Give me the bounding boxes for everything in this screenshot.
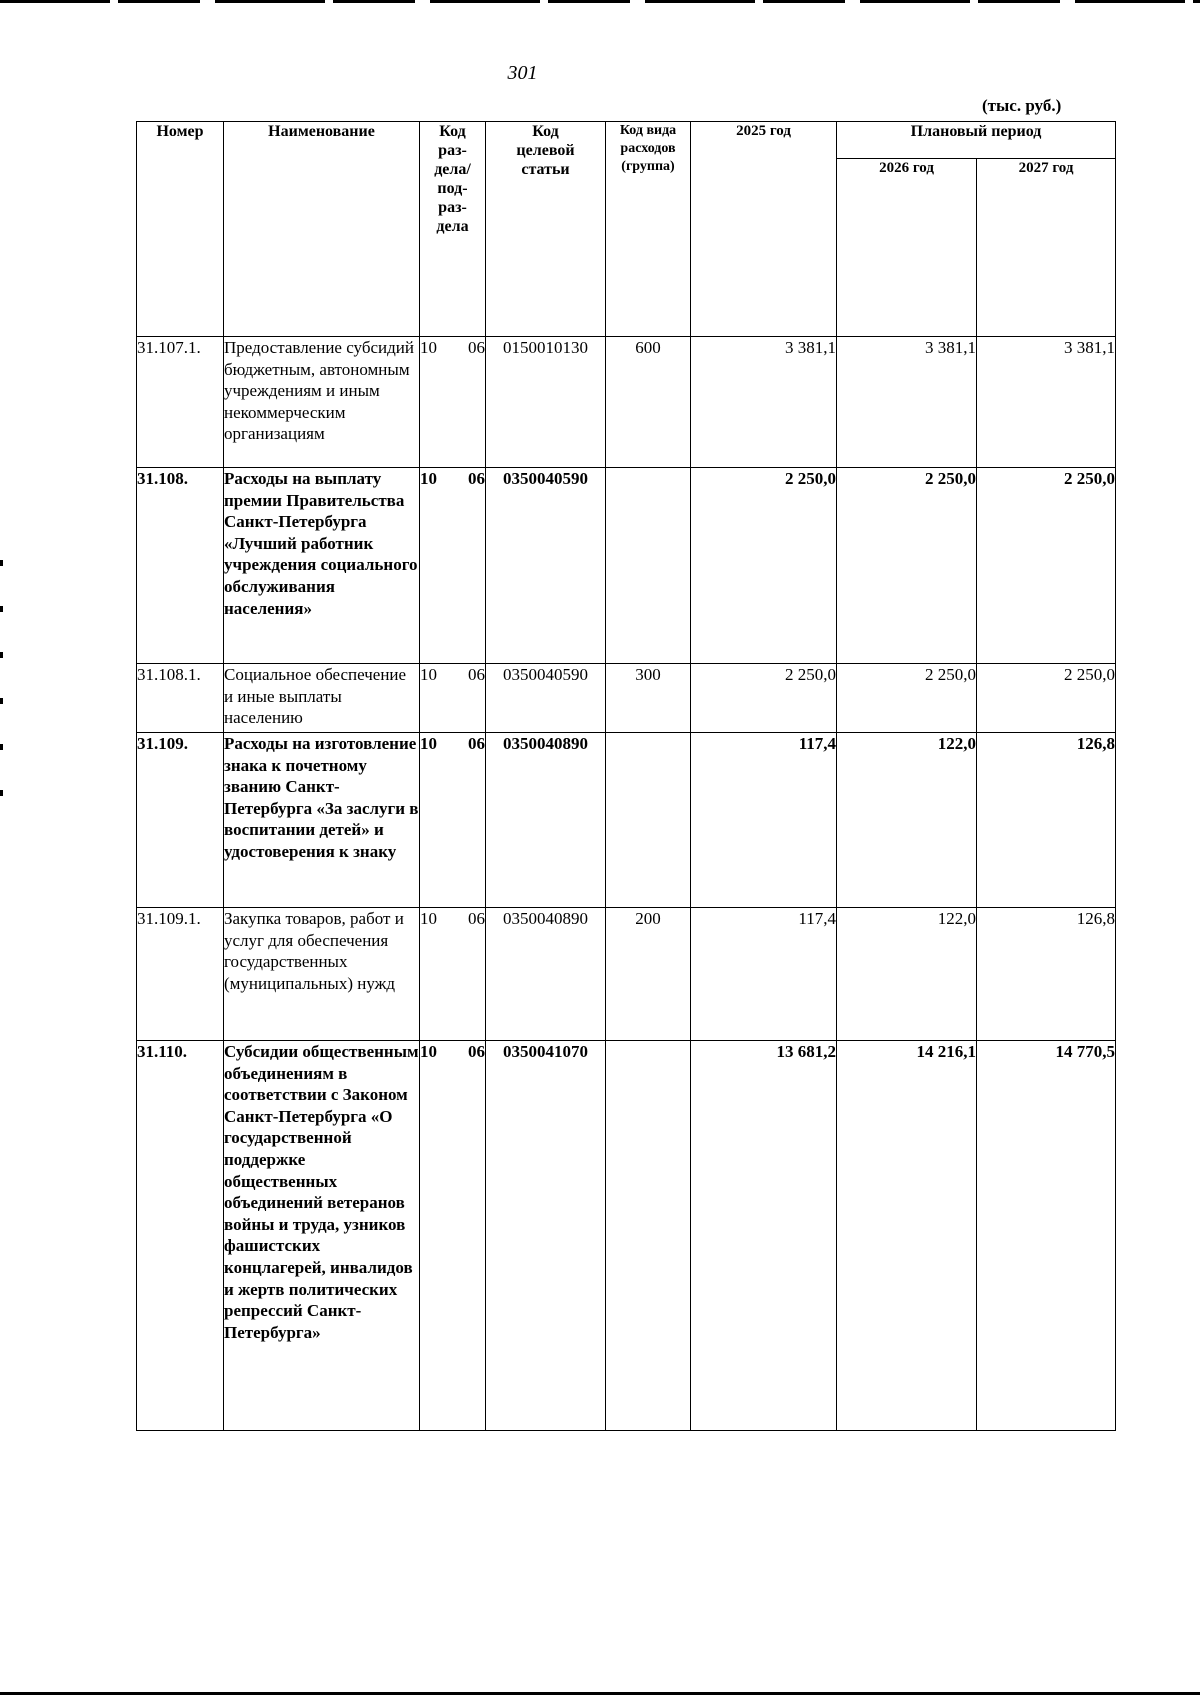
row-expense-group [606, 733, 691, 908]
row-target-code: 0350041070 [486, 1041, 606, 1431]
row-amount-2025: 117,4 [691, 733, 837, 908]
row-amount-2026: 2 250,0 [837, 468, 977, 664]
budget-table [136, 121, 1116, 1431]
row-name: Закупка товаров, работ и услуг для обеспечения государственных (муниципальных) нужд [224, 908, 420, 1041]
row-amount-2025: 117,4 [691, 908, 837, 1041]
row-number: 31.110. [137, 1041, 224, 1431]
header-year-2026: 2026 год [837, 159, 977, 337]
table-row [137, 468, 1116, 664]
row-target-code: 0350040890 [486, 908, 606, 1041]
row-target-code: 0350040590 [486, 664, 606, 733]
table-row [137, 337, 1116, 468]
row-section-code: 10 06 [420, 1041, 486, 1431]
table-row [137, 733, 1116, 908]
row-amount-2025: 13 681,2 [691, 1041, 837, 1431]
table-row [137, 664, 1116, 733]
scan-left-marks [0, 560, 3, 800]
row-expense-group: 300 [606, 664, 691, 733]
row-number: 31.109. [137, 733, 224, 908]
table-row [137, 908, 1116, 1041]
row-amount-2026: 3 381,1 [837, 337, 977, 468]
row-amount-2026: 2 250,0 [837, 664, 977, 733]
row-amount-2027: 126,8 [977, 908, 1116, 1041]
row-target-code: 0350040890 [486, 733, 606, 908]
row-expense-group: 200 [606, 908, 691, 1041]
scan-top-edge [0, 0, 1200, 3]
row-amount-2027: 14 770,5 [977, 1041, 1116, 1431]
row-target-code: 0150010130 [486, 337, 606, 468]
row-name: Субсидии общественным объединениям в соответствии с Законом Санкт-Петербурга «О государственной поддержке общественных объединений ветеранов войны и труда, узников фашистских концлагерей, инвалидов и жертв политических репрессий Санкт-Петербурга» [224, 1041, 420, 1431]
header-name: Наименование [224, 122, 420, 337]
row-name: Расходы на выплату премии Правительства Санкт-Петербурга «Лучший работник учреждения социального обслуживания населения» [224, 468, 420, 664]
row-expense-group [606, 468, 691, 664]
row-amount-2026: 14 216,1 [837, 1041, 977, 1431]
header-planning-period: Плановый период [837, 122, 1116, 159]
page-number: 301 [507, 62, 538, 84]
row-number: 31.109.1. [137, 908, 224, 1041]
row-section-code: 10 06 [420, 664, 486, 733]
header-year-2027: 2027 год [977, 159, 1116, 337]
row-target-code: 0350040590 [486, 468, 606, 664]
row-amount-2027: 126,8 [977, 733, 1116, 908]
row-section-code: 10 06 [420, 733, 486, 908]
row-amount-2027: 2 250,0 [977, 664, 1116, 733]
row-amount-2025: 2 250,0 [691, 468, 837, 664]
row-expense-group [606, 1041, 691, 1431]
row-name: Социальное обеспечение и иные выплаты населению [224, 664, 420, 733]
row-amount-2025: 2 250,0 [691, 664, 837, 733]
row-expense-group: 600 [606, 337, 691, 468]
row-amount-2027: 3 381,1 [977, 337, 1116, 468]
header-target-code: Код целевой статьи [486, 122, 606, 337]
table-row [137, 1041, 1116, 1431]
row-name: Расходы на изготовление знака к почетному званию Санкт-Петербурга «За заслуги в воспитании детей» и удостоверения к знаку [224, 733, 420, 908]
header-year-2025: 2025 год [691, 122, 837, 337]
row-amount-2026: 122,0 [837, 733, 977, 908]
row-section-code: 10 06 [420, 908, 486, 1041]
row-amount-2025: 3 381,1 [691, 337, 837, 468]
header-row-1 [137, 122, 1116, 159]
row-number: 31.108.1. [137, 664, 224, 733]
row-section-code: 10 06 [420, 337, 486, 468]
header-number: Номер [137, 122, 224, 337]
row-amount-2027: 2 250,0 [977, 468, 1116, 664]
row-name: Предоставление субсидий бюджетным, автономным учреждениям и иным некоммерческим организациям [224, 337, 420, 468]
row-amount-2026: 122,0 [837, 908, 977, 1041]
row-section-code: 10 06 [420, 468, 486, 664]
row-number: 31.108. [137, 468, 224, 664]
header-section-code: Код раз- дела/ под- раз- дела [420, 122, 486, 337]
row-number: 31.107.1. [137, 337, 224, 468]
header-expense-group: Код вида расходов (группа) [606, 122, 691, 337]
units-label: (тыс. руб.) [982, 96, 1062, 115]
